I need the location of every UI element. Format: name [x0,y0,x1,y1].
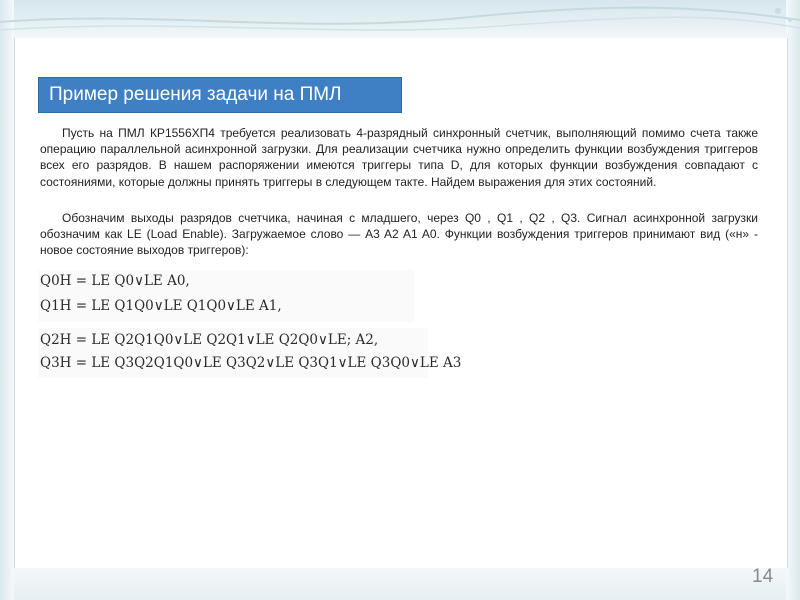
page-number: 14 [752,566,774,587]
frame-bottom [0,568,800,600]
formula-q3h: Q3H = LE Q3Q2Q1Q0∨LE Q3Q2∨LE Q3Q1∨LE Q3Q0∨LE A3 [40,355,462,371]
formula-image-2 [38,328,462,378]
paragraph-2: Обозначим выходы разрядов счетчика, начиная с младшего, через Q0 , Q1 , Q2 , Q3. Сигнал асинхронной загрузки обозначим как LE (Load Enable). Загружаемое слово — A3 A2 A1 A0. Функции возбуждения триггеров принимают вид («н» - новое состояние выходов триггеров): [40,211,758,258]
formula-image-1 [38,270,414,322]
decorative-wave [0,0,800,40]
formula-q2h: Q2H = LE Q2Q1Q0∨LE Q2Q1∨LE Q2Q0∨LE; A2, [40,332,379,348]
paragraph-1: Пусть на ПМЛ КР1556ХП4 требуется реализовать 4-разрядный синхронный счетчик, выполняющий помимо счета также операцию параллельной асинхронной загрузки. Для реализации счетчика нужно определить функции возбуждения триггеров всех его разрядов. В нашем распоряжении имеются триггеры типа D, для которых функции возбуждения совпадают с состояниями, которые должны принять триггеры в следующем такте. Найдем выражения для этих состояний. [40,126,758,189]
frame-left [0,0,14,600]
formula-q1h: Q1H = LE Q1Q0∨LE Q1Q0∨LE A1, [40,298,282,314]
slide-title: Пример решения задачи на ПМЛ [49,84,342,105]
frame-right [786,0,800,600]
title-box [38,77,402,113]
formula-q0h: Q0H = LE Q0∨LE A0, [40,273,190,289]
